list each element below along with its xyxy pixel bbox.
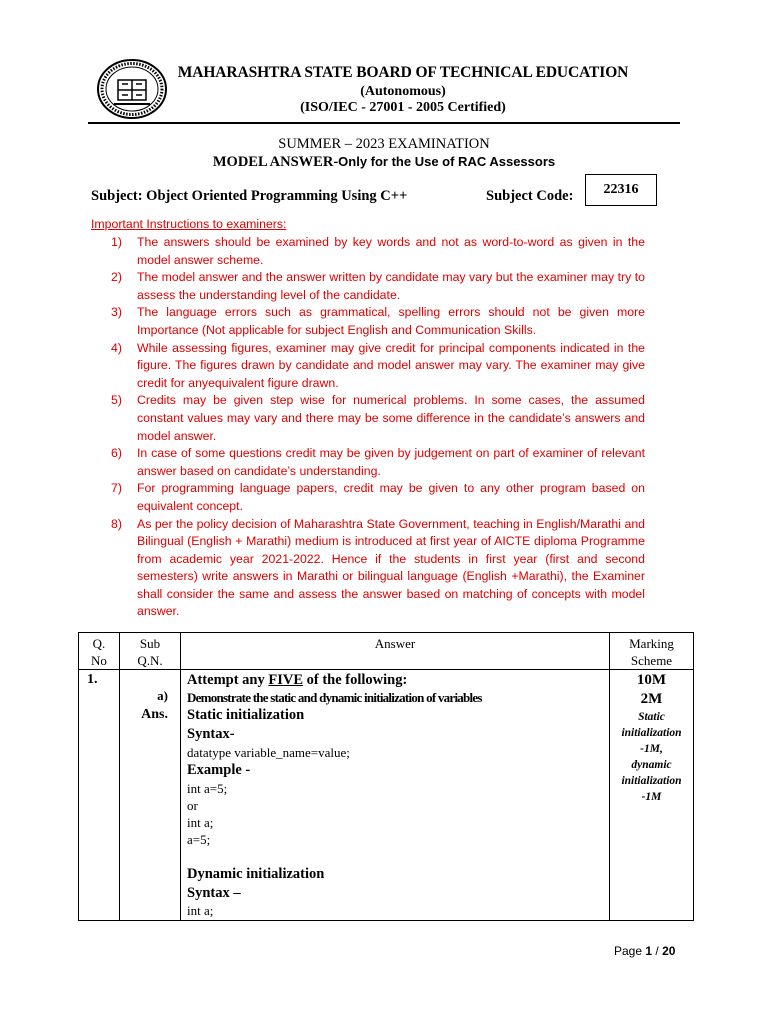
sub-question-label: a)	[157, 688, 168, 703]
page-label: Page	[614, 944, 646, 958]
answer-content	[187, 671, 607, 919]
page-total: 20	[662, 944, 676, 958]
header-qno-line2: No	[91, 653, 107, 668]
header-answer: Answer	[374, 636, 416, 651]
scheme-line: -1M	[641, 791, 662, 803]
instruction-text: As per the policy decision of Maharashtra State Government, teaching in English/Marathi and Bilingual (English + Marathi) medium is introduced at first year of AICTE diploma Programme from academic year 2021-2022. Hence if the students in first year (first and second semesters) write answers in Marathi or bilingual language (English +Marathi), the Examiner shall consider the same and assess the answer based on matching of concepts with model answer.	[137, 516, 645, 619]
question-marks: 2M	[640, 691, 663, 707]
subject-code-label: Subject Code:	[486, 188, 574, 204]
example-line: or	[187, 798, 198, 813]
scheme-line: initialization	[621, 727, 682, 739]
scheme-line: initialization	[621, 775, 682, 787]
instruction-text: The language errors such as grammatical, spelling errors should not be given more Importance (Not applicable for subject English and Communication Skills.	[137, 305, 645, 337]
instruction-item	[111, 480, 645, 515]
exam-title: SUMMER – 2023 EXAMINATION	[278, 136, 490, 152]
model-answer-note: Only for the Use of RAC Assessors	[338, 154, 556, 169]
subject-name: Subject: Object Oriented Programming Using C++	[91, 188, 408, 204]
board-name: MAHARASHTRA STATE BOARD OF TECHNICAL EDUCATION	[177, 64, 629, 81]
instruction-item	[111, 516, 645, 622]
example-line: int a;	[187, 815, 214, 830]
instruction-text: Credits may be given step wise for numerical problems. In some cases, the assumed constant values may vary and there may be some difference in the candidate’s answers and model answer.	[137, 393, 645, 443]
instruction-number: 2)	[111, 270, 122, 285]
instruction-number: 5)	[111, 393, 122, 408]
model-answer-label: MODEL ANSWER-	[212, 154, 339, 170]
instruction-text: For programming language papers, credit may be given to any other program based on equivalent concept.	[137, 481, 645, 513]
header-marking-scheme	[610, 635, 693, 669]
autonomous-label: (Autonomous)	[360, 84, 446, 99]
dynamic-syntax-label: Syntax –	[187, 885, 241, 901]
instruction-text: The answers should be examined by key words and not as word-to-word as given in the model answer scheme.	[137, 235, 645, 267]
instruction-item	[111, 445, 645, 480]
model-answer-title	[0, 154, 768, 171]
instructions-title: Important Instructions to examiners:	[91, 217, 287, 231]
instruction-number: 4)	[111, 340, 122, 355]
column-divider	[119, 633, 120, 920]
instruction-item	[111, 269, 645, 304]
attempt-instruction	[187, 671, 607, 689]
marking-scheme-cell	[610, 671, 693, 805]
header-marking-line2: Scheme	[630, 653, 673, 668]
static-syntax: datatype variable_name=value;	[187, 745, 350, 760]
syntax-label: Syntax-	[187, 726, 235, 742]
scheme-line: Static	[638, 711, 665, 723]
scheme-line: -1M,	[640, 743, 663, 755]
instructions-list	[111, 234, 645, 621]
header-divider	[88, 122, 680, 124]
instruction-number: 3)	[111, 305, 122, 320]
header-marking-line1: Marking	[629, 636, 674, 651]
instruction-number: 6)	[111, 446, 122, 461]
instruction-item	[111, 304, 645, 339]
spacer	[187, 848, 607, 865]
msbte-seal-logo	[96, 58, 168, 120]
example-label: Example -	[187, 762, 251, 778]
scheme-breakdown	[610, 709, 693, 805]
header-subqn	[120, 635, 180, 669]
question-number: 1.	[87, 672, 98, 687]
sub-question-cell	[120, 688, 180, 723]
page-separator: /	[652, 944, 663, 958]
dynamic-syntax-line: int a;	[187, 903, 214, 918]
instruction-item	[111, 392, 645, 445]
header-row-divider	[79, 669, 693, 670]
header-qno	[79, 635, 119, 669]
attempt-prefix: Attempt any	[187, 672, 269, 688]
instruction-item	[111, 340, 645, 393]
instruction-number: 1)	[111, 235, 122, 249]
header-qno-line1: Q.	[92, 636, 106, 651]
page-current: 1	[645, 944, 653, 958]
instruction-text: The model answer and the answer written by candidate may vary but the examiner may try to assess the understanding level of the candidate.	[137, 270, 645, 302]
question-text: Demonstrate the static and dynamic initialization of variables	[187, 690, 482, 705]
example-line: int a=5;	[187, 781, 228, 796]
page-footer	[614, 944, 675, 958]
dynamic-heading: Dynamic initialization	[187, 866, 325, 882]
example-line: a=5;	[187, 832, 211, 847]
total-marks: 10M	[636, 672, 667, 688]
certification-label: (ISO/IEC - 27001 - 2005 Certified)	[300, 100, 506, 115]
attempt-five: FIVE	[268, 672, 304, 688]
header-subqn-line1: Sub	[139, 636, 161, 651]
instruction-number: 8)	[111, 516, 122, 531]
column-divider	[180, 633, 181, 920]
subject-code-box: 22316	[585, 174, 657, 206]
instruction-text: In case of some questions credit may be given by judgement on part of examiner of relevant answer based on candidate’s understanding.	[137, 446, 645, 478]
attempt-suffix: of the following:	[303, 672, 408, 688]
scheme-line: dynamic	[631, 759, 672, 771]
static-heading: Static initialization	[187, 707, 305, 723]
instruction-item	[111, 234, 645, 269]
answer-label: Ans.	[141, 707, 168, 722]
answer-table	[78, 632, 694, 921]
instruction-text: While assessing figures, examiner may give credit for principal components indicated in the figure. The figures drawn by candidate and model answer may vary. The examiner may give credit for anyequivalent figure drawn.	[137, 340, 645, 390]
header-subqn-line2: Q.N.	[137, 653, 163, 668]
instruction-number: 7)	[111, 481, 122, 496]
